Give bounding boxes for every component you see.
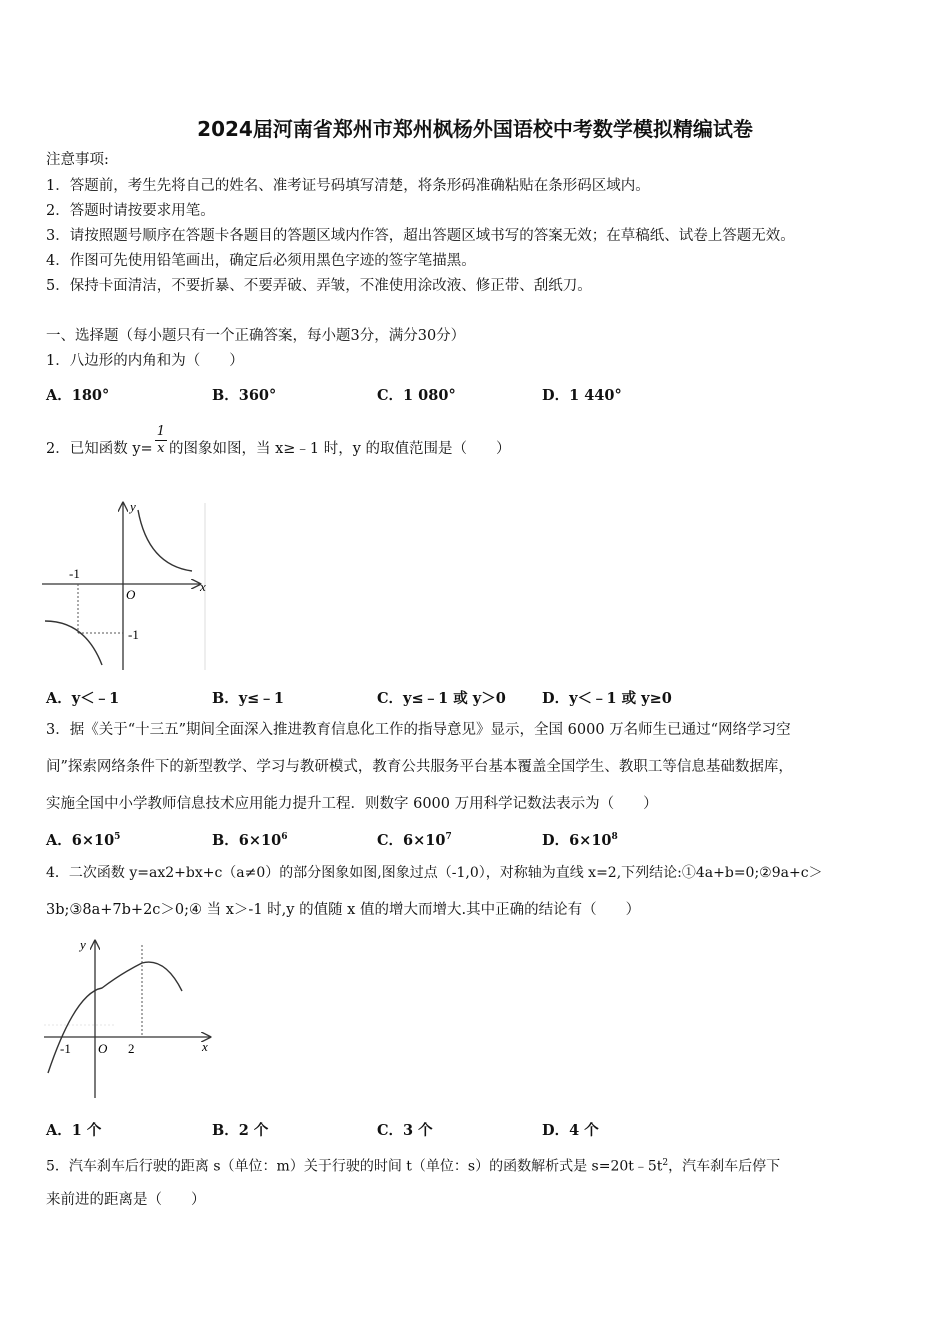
q2-neg1-x-label: -1 bbox=[69, 566, 80, 581]
notice-item-4: 4．作图可先使用铅笔画出，确定后必须用黑色字迹的签字笔描黑。 bbox=[46, 253, 476, 269]
q4-neg1-label: -1 bbox=[60, 1041, 71, 1056]
notice-item-3: 3．请按照题号顺序在答题卡各题目的答题区域内作答，超出答题区域书写的答案无效；在草稿纸、试卷上答题无效。 bbox=[46, 228, 795, 244]
q2-option-b: B．y≤﹣1 bbox=[212, 690, 284, 707]
notice-item-5: 5．保持卡面清洁，不要折暴、不要弄破、弄皱，不准使用涂改液、修正带、刮纸刀。 bbox=[46, 278, 592, 294]
q4-two-label: 2 bbox=[128, 1041, 135, 1056]
notice-item-1: 1．答题前，考生先将自己的姓名、准考证号码填写清楚，将条形码准确粘贴在条形码区域内。 bbox=[46, 178, 650, 194]
q3-option-a-base: A．6×10 bbox=[46, 832, 115, 849]
q4-option-a: A．1 个 bbox=[46, 1122, 102, 1139]
q3-option-a bbox=[46, 829, 120, 850]
q3-option-d-base: D．6×10 bbox=[542, 832, 612, 849]
q2-curve-upper bbox=[138, 510, 192, 571]
q1-option-c: C．1 080° bbox=[377, 387, 456, 404]
q3-option-b-base: B．6×10 bbox=[212, 832, 282, 849]
q1-option-b: B．360° bbox=[212, 387, 277, 404]
q1-option-a: A．180° bbox=[46, 387, 110, 404]
q5-line-1-b: ，汽车刹车后停下 bbox=[668, 1158, 781, 1175]
q2-option-d: D．y＜﹣1 或 y≥0 bbox=[542, 690, 672, 707]
q2-stem bbox=[46, 424, 511, 457]
q4-origin-label: O bbox=[98, 1041, 108, 1056]
q3-option-c-base: C．6×10 bbox=[377, 832, 446, 849]
q2-x-label: x bbox=[200, 579, 206, 594]
q2-stem-a: 2．已知函数 y= bbox=[46, 440, 153, 457]
q2-origin-label: O bbox=[126, 587, 136, 602]
page-title: 2024届河南省郑州市郑州枫杨外国语校中考数学模拟精编试卷 bbox=[197, 117, 753, 141]
q4-option-b: B．2 个 bbox=[212, 1122, 269, 1139]
q4-parabola bbox=[48, 962, 182, 1073]
q3-line-1: 3．据《关于“十三五”期间全面深入推进教育信息化工作的指导意见》显示，全国 6000 万名师生已通过“网络学习空 bbox=[46, 722, 791, 738]
q2-fraction bbox=[155, 424, 167, 457]
notice-item-2: 2．答题时请按要求用笔。 bbox=[46, 203, 215, 219]
q2-curve-lower bbox=[45, 621, 102, 665]
q4-option-c: C．3 个 bbox=[377, 1122, 433, 1139]
q2-option-a: A．y＜﹣1 bbox=[46, 690, 120, 707]
q3-option-c-exp: 7 bbox=[445, 832, 452, 843]
q3-option-a-exp: 5 bbox=[114, 832, 121, 843]
q1-stem: 1．八边形的内角和为（ ） bbox=[46, 353, 244, 369]
q4-line-1: 4．二次函数 y=ax2+bx+c（a≠0）的部分图象如图,图象过点（-1,0），对称轴为直线 x=2,下列结论:①4a+b=0;②9a+c＞ bbox=[46, 865, 823, 881]
notice-heading: 注意事项: bbox=[46, 152, 109, 168]
q4-y-label: y bbox=[80, 937, 86, 952]
q2-fraction-den: x bbox=[157, 441, 165, 456]
q4-option-d: D．4 个 bbox=[542, 1122, 599, 1139]
q5-line-1-a: 5．汽车刹车后行驶的距离 s（单位：m）关于行驶的时间 t（单位：s）的函数解析式是 s=20t﹣5t bbox=[46, 1158, 663, 1175]
q3-option-b-exp: 6 bbox=[281, 832, 288, 843]
q3-line-3: 实施全国中小学教师信息技术应用能力提升工程．则数字 6000 万用科学记数法表示为（ ） bbox=[46, 796, 658, 812]
q2-option-c: C．y≤﹣1 或 y＞0 bbox=[377, 690, 506, 707]
q1-option-d: D．1 440° bbox=[542, 387, 622, 404]
q2-y-label: y bbox=[130, 499, 136, 514]
q4-x-label: x bbox=[202, 1039, 208, 1054]
q3-option-c bbox=[377, 829, 452, 850]
q3-option-b bbox=[212, 829, 287, 850]
q4-graph bbox=[40, 933, 220, 1103]
q5-line-1 bbox=[46, 1153, 780, 1177]
q3-option-d-exp: 8 bbox=[611, 832, 618, 843]
q5-line-1-exp: 2 bbox=[662, 1158, 669, 1168]
q2-graph bbox=[40, 495, 215, 675]
section-heading: 一、选择题（每小题只有一个正确答案，每小题3分，满分30分） bbox=[46, 328, 466, 344]
q2-neg1-y-label: -1 bbox=[128, 627, 139, 642]
q4-line-2: 3b;③8a+7b+2c＞0;④ 当 x＞-1 时,y 的值随 x 值的增大而增大.其中正确的结论有（ ） bbox=[46, 902, 641, 918]
q5-line-2: 来前进的距离是（ ） bbox=[46, 1192, 206, 1208]
q2-fraction-num: 1 bbox=[156, 424, 165, 439]
q3-line-2: 间”探索网络条件下的新型教学、学习与教研模式，教育公共服务平台基本覆盖全国学生、教职工等信息基础数据库， bbox=[46, 759, 793, 775]
q2-stem-b: 的图象如图，当 x≥﹣1 时，y 的取值范围是（ ） bbox=[168, 440, 511, 457]
q3-option-d bbox=[542, 829, 618, 850]
